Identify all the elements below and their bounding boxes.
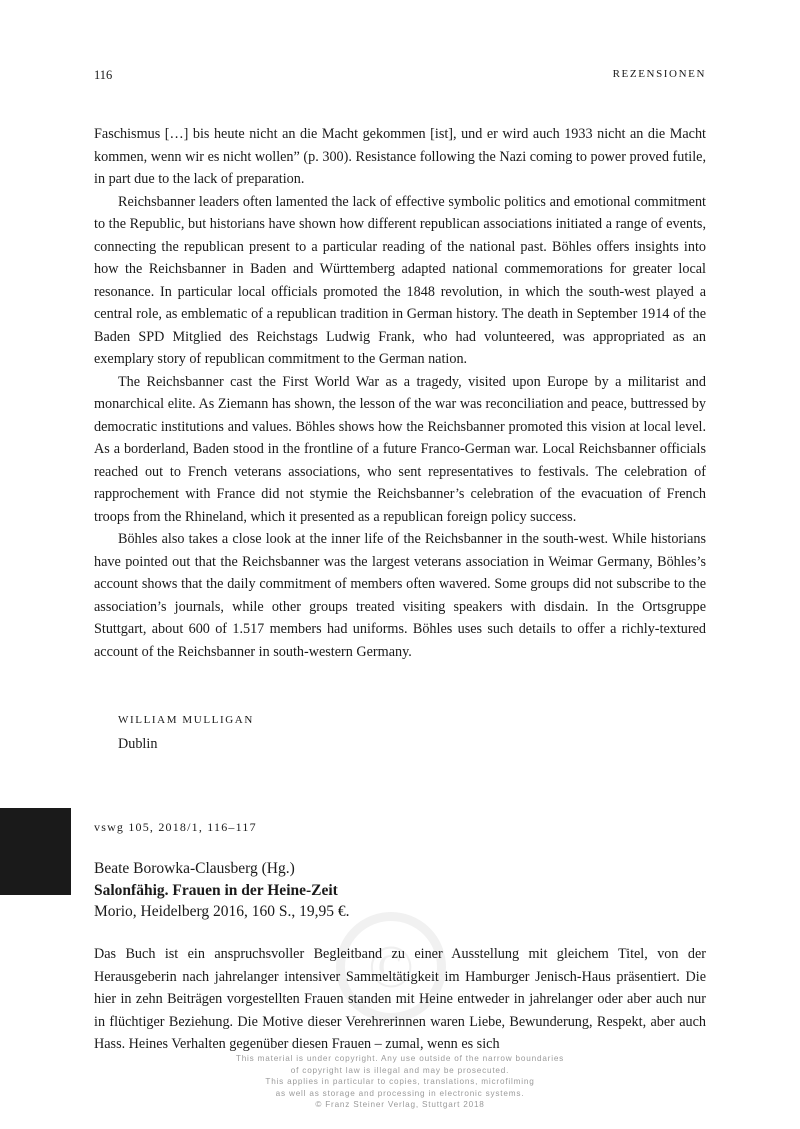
paragraph: Das Buch ist ein anspruchsvoller Begleitband zu einer Ausstellung mit gleichem Titel, von der Herausgeberin nach jahrelanger intensiver Sammeltätigkeit im Hamburger Jenisch-Haus präsentiert. Die hier in zehn Beiträgen vorgestellten Frauen standen mit Heine entweder in jahrelanger oder aber auch nur in flüchtiger Beziehung. Die Motive dieser Verehrerinnen waren Liebe, Bewunderung, Respekt, aber auch Hass. Heines Verhalten gegenüber diesen Frauen – zumal, wenn es sich: [94, 946, 706, 1052]
reviewer-place: Dublin: [118, 736, 158, 752]
section-title: REZENSIONEN: [612, 68, 706, 80]
copyright-notice: [180, 1053, 620, 1111]
second-review-body: [94, 943, 706, 1056]
copyright-line: © Franz Steiner Verlag, Stuttgart 2018: [315, 1100, 485, 1109]
paragraph: Faschismus […] bis heute nicht an die Macht gekommen [ist], und er wird auch 1933 nicht an die Macht kommen, wenn wir es nicht wollen” (p. 300). Resistance following the Nazi coming to power proved futile, in part due to the lack of preparation.: [94, 126, 706, 187]
paragraph: Böhles also takes a close look at the inner life of the Reichsbanner in the south-west. While historians have pointed out that the Reichsbanner was the largest veterans association in Weimar Germany, Böhles’s account shows that the daily commitment of members often wavered. Some groups did not subscribe to the association’s journals, while other groups treated visiting speakers with disdain. In the Ortsgruppe Stuttgart, about 600 of 1.517 members had uniforms. Böhles uses such details to offer a richly-textured account of the Reichsbanner in south-western Germany.: [94, 531, 706, 660]
copyright-line: This applies in particular to copies, translations, microfilming: [265, 1077, 535, 1086]
book-reference: [94, 858, 349, 923]
margin-tab-marker: [0, 808, 71, 895]
copyright-line: as well as storage and processing in electronic systems.: [275, 1088, 525, 1098]
running-head: [94, 68, 706, 84]
paragraph: The Reichsbanner cast the First World War as a tragedy, visited upon Europe by a militarist and monarchical elite. As Ziemann has shown, the lesson of the war was reconciliation and peace, buttressed by democratic institutions and values. Böhles shows how the Reichsbanner promoted this vision at local level. As a borderland, Baden stood in the frontline of a future Franco-German war. Local Reichsbanner officials reached out to French veterans associations, who sent representatives to festivals. The celebration of rapprochement with France did not stymie the Reichsbanner’s celebration of the evacuation of French troops from the Rhineland, which it presented as a republican foreign policy success.: [94, 373, 706, 525]
book-title: Salonfähig. Frauen in der Heine-Zeit: [94, 881, 338, 899]
review-body: [94, 123, 706, 663]
book-publisher: Morio, Heidelberg 2016, 160 S., 19,95 €.: [94, 903, 350, 920]
journal-citation: vswg 105, 2018/1, 116–117: [94, 820, 257, 834]
copyright-line: of copyright law is illegal and may be prosecuted.: [290, 1065, 510, 1075]
book-editor: Beate Borowka-Clausberg (Hg.): [94, 860, 295, 877]
review-signature: [118, 713, 254, 755]
copyright-line: This material is under copyright. Any use outside of the narrow boundaries: [235, 1054, 565, 1063]
reviewer-name: WILLIAM MULLIGAN: [118, 714, 254, 726]
watermark-glyph: ©: [368, 934, 414, 1000]
page-number: 116: [94, 68, 113, 82]
paragraph: Reichsbanner leaders often lamented the lack of effective symbolic politics and emotional commitment to the Republic, but historians have shown how different republican associations initiated a range of events, connecting the republican present to a particular reading of the national past. Böhles offers insights into how the Reichsbanner in Baden and Württemberg adapted national commemorations for greater local resonance. In particular local officials promoted the 1848 revolution, in which the south-west played a central role, as emblematic of a republican tradition in German history. The death in September 1914 of the Baden SPD Mitglied des Reichstags Ludwig Frank, who had volunteered, was appropriated as an exemplary story of republican commitment to the German nation.: [94, 193, 706, 367]
